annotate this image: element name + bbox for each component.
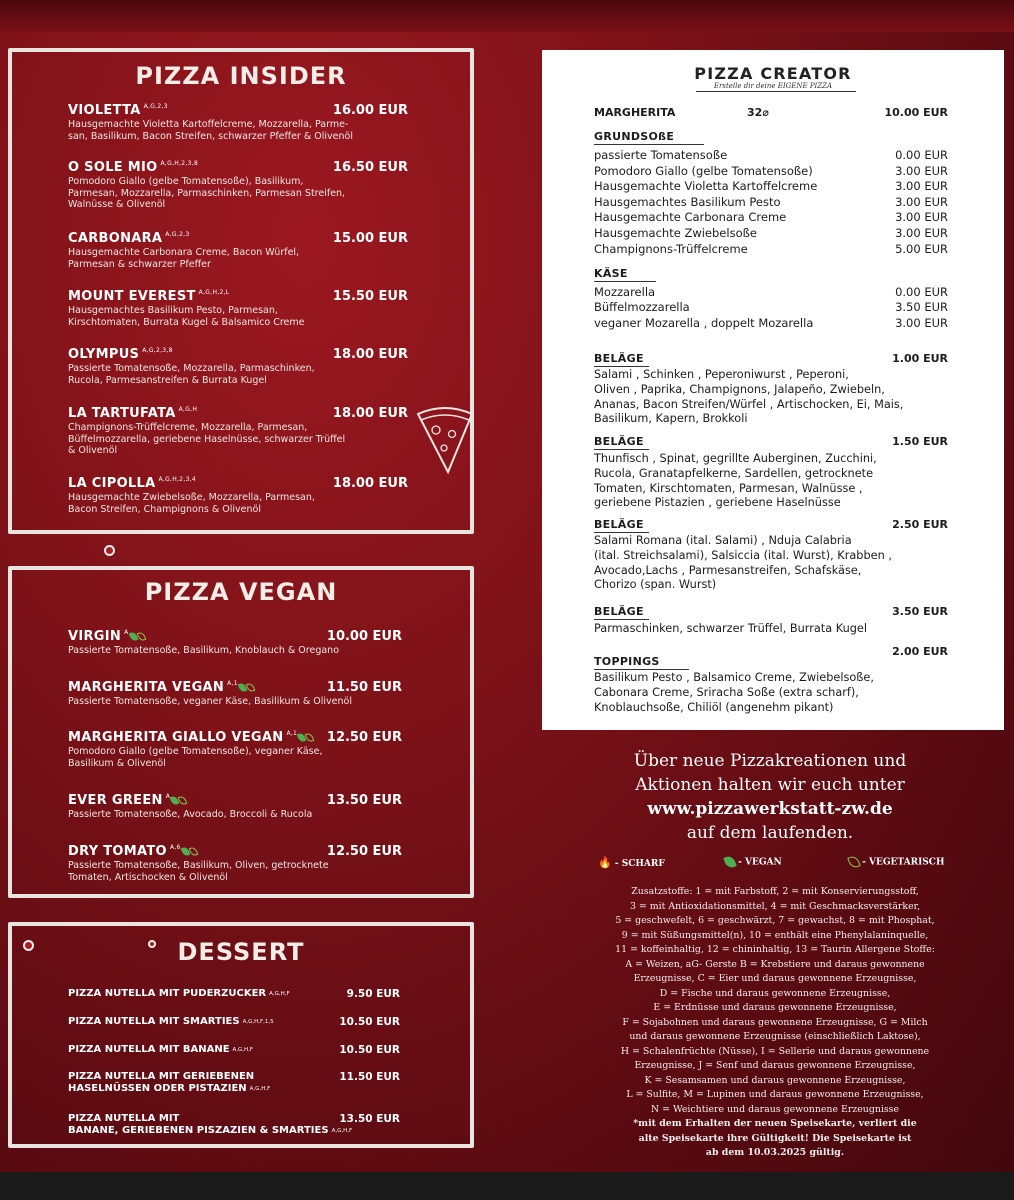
dessert-item	[68, 1016, 400, 1028]
menu-item-name: MOUNT EVEREST $^{A,G,H,2,L}$	[68, 289, 230, 304]
belaege-2-price: 1.50 EUR	[892, 435, 948, 448]
menu-item-price: 16.00 EUR	[332, 103, 408, 118]
heading-underline	[594, 532, 649, 533]
grundsosse-option	[594, 148, 948, 162]
menu-item-description: Passierte Tomatensoße, Basilikum, Knoblauch & Oregano	[68, 645, 340, 656]
menu-item-price: 18.00 EUR	[332, 476, 408, 491]
menu-item-description: Hausgemachtes Basilikum Pesto, Parmesan, Kirschtomaten, Burrata Kugel & Balsamico Creme	[68, 305, 305, 328]
allergen-codes: A,G,2,3,8	[142, 347, 173, 354]
option-name: Mozzarella	[594, 285, 656, 299]
info-line-2: Aktionen halten wir euch unter	[635, 775, 905, 795]
kaese-option	[594, 300, 948, 314]
vegetarian-leaf-icon	[178, 795, 188, 806]
vegan-menu-item	[68, 793, 402, 821]
allergen-codes: A,G,H,F	[232, 1047, 254, 1053]
menu-item-price: 13.50 EUR	[326, 793, 402, 808]
grundsosse-option	[594, 164, 948, 178]
belaege-4-price: 3.50 EUR	[892, 605, 948, 618]
belaege-4-text: Parmaschinken, schwarzer Trüffel, Burrata Kugel	[594, 622, 867, 635]
vegan-menu-item	[68, 680, 402, 708]
menu-item-name: O SOLE MIO $^{A,G,H,2,3,8}$	[68, 160, 199, 175]
grundsosse-option	[594, 226, 948, 240]
allergen-codes: A	[165, 793, 171, 800]
menu-item-price: 18.00 EUR	[332, 406, 408, 421]
menu-item-name: DRY TOMATO $^{A,6}$	[68, 844, 402, 859]
menu-item-description: Hausgemachte Violetta Kartoffelcreme, Mozzarella, Parme- san, Basilikum, Bacon Streifen, schwarzer Pfeffer & Olivenöl	[68, 119, 353, 142]
dessert-item-name: PIZZA NUTELLA MIT GERIEBENEN HASELNÜSSEN ODER PISTAZIEN $^{A,G,H,F}$	[68, 1071, 271, 1094]
toppings-price: 2.00 EUR	[892, 645, 948, 658]
pizza-creator-subtitle: Erstelle dir deine EIGENE PIZZA	[713, 82, 833, 90]
bottom-bar	[0, 1172, 1014, 1200]
menu-item-description: Passierte Tomatensoße, Basilikum, Oliven, getrocknete Tomaten, Artischocken & Olivenöl	[68, 860, 329, 883]
option-name: passierte Tomatensoße	[594, 148, 728, 162]
top-bar	[0, 0, 1014, 32]
allergen-codes: A,G,H,2,3,4	[158, 476, 197, 483]
heading-underline	[594, 366, 649, 367]
menu-item-description: Passierte Tomatensoße, Mozzarella, Parmaschinken, Rucola, Parmesanstreifen & Burrata Kugel	[68, 363, 315, 386]
menu-item-price: 12.50 EUR	[326, 730, 402, 745]
menu-item-name: LA CIPOLLA $^{A,G,H,2,3,4}$	[68, 476, 197, 491]
grundsosse-option	[594, 242, 948, 256]
website-link[interactable]: www.pizzawerkstatt-zw.de	[647, 799, 893, 819]
base-pizza-row	[594, 106, 948, 120]
menu-item	[68, 231, 408, 270]
option-name: veganer Mozarella , doppelt Mozarella	[594, 315, 814, 330]
toppings-heading: TOPPINGS	[594, 655, 660, 668]
option-name: Hausgemachtes Basilikum Pesto	[594, 194, 781, 209]
allergen-codes: A,G,2,3	[143, 103, 168, 110]
belaege-3-price: 2.50 EUR	[892, 518, 948, 531]
menu-item-name: EVER GREEN $^A$	[68, 793, 402, 808]
pizza-creator-title: PIZZA CREATOR	[694, 64, 852, 83]
pizza-creator-card	[542, 50, 1004, 730]
dessert-item-price: 10.50 EUR	[339, 1044, 400, 1056]
dessert-item	[68, 1113, 400, 1137]
info-line-4: auf dem laufenden.	[686, 823, 854, 843]
menu-item	[68, 347, 408, 386]
allergen-codes: A,G,H,2,3,8	[160, 160, 199, 167]
menu-item-name: MARGHERITA VEGAN $^{A,1}$	[68, 680, 402, 695]
dessert-item-price: 13.50 EUR	[339, 1113, 400, 1125]
menu-item	[68, 476, 408, 515]
allergen-codes: A	[124, 629, 129, 636]
legend-vegan: - VEGAN	[724, 856, 782, 868]
menu-item-description: Passierte Tomatensoße, veganer Käse, Basilikum & Olivenöl	[68, 696, 352, 707]
toppings-text: Basilikum Pesto , Balsamico Creme, Zwiebelsoße, Cabonara Creme, Sriracha Soße (extra scharf), Knoblauchsoße, Chiliöl (angenehm pikant)	[594, 671, 874, 714]
option-price: 3.00 EUR	[895, 210, 948, 225]
option-name: Hausgemachte Zwiebelsoße	[594, 226, 757, 240]
option-name: Hausgemachte Carbonara Creme	[594, 210, 787, 225]
option-name: Hausgemachte Violetta Kartoffelcreme	[594, 179, 818, 194]
allergen-codes: A,G,H,F	[269, 991, 290, 997]
heading-underline	[594, 281, 656, 282]
allergy-info	[596, 885, 954, 1161]
option-price: 0.00 EUR	[895, 148, 948, 162]
option-price: 5.00 EUR	[895, 241, 948, 256]
subtitle-divider	[696, 91, 856, 92]
allergen-codes: A,1	[227, 680, 238, 687]
menu-item-name: CARBONARA $^{A,G,2,3}$	[68, 231, 190, 246]
belaege-2-text: Thunfisch , Spinat, gegrillte Auberginen, Zucchini, Rucola, Granatapfelkerne, Sardellen, getrocknete Tomaten, Kirschtomaten, Parmesan, Walnüsse , geriebene Pistazien , geriebene Haselnüsse	[594, 452, 877, 510]
grundsosse-option	[594, 179, 948, 193]
allergy-text: Zusatzstoffe: 1 = mit Farbstoff, 2 = mit Konservierungsstoff, 3 = mit Antioxidationsmittel, 4 = mit Geschmacksverstärker, 5 = geschwefelt, 6 = geschwärzt, 7 = gewachst, 8 = mit Phosphat, 9 = mit Süßungsmittel(n), 10 = enthält eine Phenylalaninquelle, 11 = koffeinhaltig, 12 = chininhaltig, 13 = Taurin Allergene Stoffe: A = Weizen, aG- Gerste B = Krebstiere und daraus gewonnene Erzeugnisse, C = Eier und daraus gewonnene Erzeugnisse, D = Fische und daraus gewonnene Erzeugnisse, E = Erdnüsse und daraus gewonnene Erzeugnisse, F = Sojabohnen und daraus gewonnene Erzeugnisse, G = Milch und daraus gewonnene Erzeugnisse (einschließlich Laktose), H = Schalenfrüchte (Nüsse), I = Sellerie und daraus gewonnene Erzeugnisse, J = Senf und daraus gewonnene Erzeugnisse, K = Sesamsamen und daraus gewonnene Erzeugnisse, L = Sulfite, M = Lupinen und daraus gewonnene Erzeugnisse, N = Weichtiere und daraus gewonnene Erzeugnisse	[615, 886, 935, 1115]
belaege-3-heading: BELÄGE	[594, 518, 644, 531]
belaege-1-price: 1.00 EUR	[892, 352, 948, 365]
info-line-1: Über neue Pizzakreationen und	[633, 751, 907, 771]
allergen-codes: A,G,H,F,1,5	[242, 1019, 274, 1025]
option-price: 3.00 EUR	[895, 163, 948, 178]
menu-item	[68, 103, 408, 142]
menu-item-name: VIRGIN $^A$	[68, 629, 402, 644]
kaese-option	[594, 285, 948, 299]
vegetarian-leaf-icon	[847, 855, 861, 870]
vegetarian-leaf-icon	[246, 682, 256, 693]
dessert-item-price: 10.50 EUR	[339, 1016, 400, 1028]
legend-scharf: 🔥 - SCHARF	[598, 856, 665, 869]
vegan-leaf-icon	[723, 855, 737, 870]
pizza-vegan-title: PIZZA VEGAN	[144, 578, 338, 606]
option-name: Büffelmozzarella	[594, 300, 690, 315]
heading-underline	[594, 144, 704, 145]
menu-item-price: 12.50 EUR	[326, 844, 402, 859]
vegetarian-leaf-icon	[136, 631, 146, 642]
menu-item-name: VIOLETTA $^{A,G,2,3}$	[68, 103, 168, 118]
vegan-menu-item	[68, 844, 402, 883]
grundsosse-option	[594, 210, 948, 224]
dessert-item-name: PIZZA NUTELLA MIT PUDERZUCKER $^{A,G,H,F}$	[68, 988, 290, 999]
pizza-slice-icon	[412, 404, 478, 476]
allergen-codes: A,1	[286, 730, 298, 737]
belaege-1-heading: BELÄGE	[594, 352, 644, 365]
menu-item-description: Hausgemachte Zwiebelsoße, Mozzarella, Parmesan, Bacon Streifen, Champignons & Olivenöl	[68, 492, 315, 515]
allergen-codes: A,G,H,F	[249, 1086, 271, 1092]
allergen-codes: A,G,H	[178, 406, 198, 413]
menu-item-price: 11.50 EUR	[326, 680, 402, 695]
heading-underline	[594, 449, 649, 450]
option-price: 3.00 EUR	[895, 226, 948, 240]
dessert-item-price: 11.50 EUR	[339, 1071, 400, 1083]
option-price: 3.50 EUR	[895, 300, 948, 315]
allergen-codes: A,G,2,3	[165, 231, 190, 238]
vegetarian-leaf-icon	[188, 846, 198, 857]
decorative-circle	[104, 545, 115, 556]
option-price: 3.00 EUR	[895, 315, 948, 330]
base-pizza-name: MARGHERITA	[594, 106, 676, 119]
heading-underline	[594, 619, 649, 620]
pizza-insider-title: PIZZA INSIDER	[135, 62, 347, 90]
menu-item-description: Hausgemachte Carbonara Creme, Bacon Würfel, Parmesan & schwarzer Pfeffer	[68, 247, 300, 270]
menu-item-price: 18.00 EUR	[332, 347, 408, 362]
menu-item	[68, 406, 408, 457]
menu-item-price: 15.00 EUR	[332, 231, 408, 246]
base-pizza-price: 10.00 EUR	[884, 106, 948, 119]
base-pizza-size: 32⌀	[747, 106, 769, 119]
option-name: Pomodoro Giallo (gelbe Tomatensoße)	[594, 163, 813, 178]
option-price: 3.00 EUR	[895, 194, 948, 209]
menu-item-price: 10.00 EUR	[326, 629, 402, 644]
menu-item-name: LA TARTUFATA $^{A,G,H}$	[68, 406, 198, 421]
belaege-3-text: Salami Romana (ital. Salami) , Nduja Calabria (ital. Streichsalami), Salsiccia (ital. Wurst), Krabben , Avocado,Lachs , Parmesanstreifen, Schafskäse, Chorizo (span. Wurst)	[594, 534, 892, 592]
heading-underline	[594, 669, 689, 670]
dessert-item	[68, 1044, 400, 1056]
validity-notice: *mit dem Erhalten der neuen Speisekarte, verliert die alte Speisekarte ihre Gültigkeit! Die Speisekarte ist ab dem 10.03.2025 gültig.	[633, 1118, 917, 1158]
option-price: 3.00 EUR	[895, 179, 948, 194]
belaege-2-heading: BELÄGE	[594, 435, 644, 448]
menu-item-name: OLYMPUS $^{A,G,2,3,8}$	[68, 347, 173, 362]
grundsosse-heading: GRUNDSOßE	[594, 130, 675, 143]
fire-icon: 🔥	[598, 856, 612, 869]
menu-item	[68, 289, 408, 328]
menu-item	[68, 160, 408, 211]
vegan-menu-item	[68, 730, 402, 769]
dessert-title: DESSERT	[177, 938, 305, 966]
belaege-1-text: Salami , Schinken , Peperoniwurst , Peperoni, Oliven , Paprika, Champignons, Jalapeño, Zwiebeln, Ananas, Bacon Streifen/Würfel , Artischocken, Ei, Mais, Basilikum, Kapern, Brokkoli	[594, 368, 904, 426]
grundsosse-option	[594, 195, 948, 209]
menu-item-price: 16.50 EUR	[332, 160, 408, 175]
menu-item-description: Champignons-Trüffelcreme, Mozzarella, Parmesan, Büffelmozzarella, geriebene Haselnüsse, schwarzer Trüffel & Olivenöl	[68, 422, 346, 456]
allergen-codes: A,G,H,F	[331, 1128, 353, 1134]
menu-item-price: 15.50 EUR	[332, 289, 408, 304]
dessert-item-name: PIZZA NUTELLA MIT BANANE, GERIEBENEN PISZAZIEN & SMARTIES $^{A,G,H,F}$	[68, 1113, 353, 1136]
option-name: Champignons-Trüffelcreme	[594, 241, 748, 256]
allergen-codes: A,6	[169, 844, 181, 851]
option-price: 0.00 EUR	[895, 285, 948, 299]
belaege-4-heading: BELÄGE	[594, 605, 644, 618]
menu-item-description: Pomodoro Giallo (gelbe Tomatensoße), Basilikum, Parmesan, Mozzarella, Parmaschinken, Parmesan Streifen, Walnüsse & Olivenöl	[68, 176, 346, 210]
kaese-heading: KÄSE	[594, 267, 628, 280]
dessert-item-price: 9.50 EUR	[346, 988, 400, 1000]
kaese-option	[594, 316, 948, 330]
dessert-item-name: PIZZA NUTELLA MIT SMARTIES $^{A,G,H,F,1,5}$	[68, 1016, 274, 1027]
dessert-item	[68, 988, 400, 1000]
dessert-item	[68, 1071, 400, 1095]
info-text	[560, 749, 980, 845]
allergen-codes: A,G,H,2,L	[198, 289, 230, 296]
menu-item-name: MARGHERITA GIALLO VEGAN $^{A,1}$	[68, 730, 402, 745]
vegetarian-leaf-icon	[305, 732, 315, 743]
vegan-menu-item	[68, 629, 402, 657]
dessert-item-name: PIZZA NUTELLA MIT BANANE $^{A,G,H,F}$	[68, 1044, 254, 1055]
menu-item-description: Pomodoro Giallo (gelbe Tomatensoße), veganer Käse, Basilikum & Olivenöl	[68, 746, 323, 769]
menu-item-description: Passierte Tomatensoße, Avocado, Broccoli & Rucola	[68, 809, 313, 820]
legend-vegetarisch: - VEGETARISCH	[848, 856, 944, 868]
